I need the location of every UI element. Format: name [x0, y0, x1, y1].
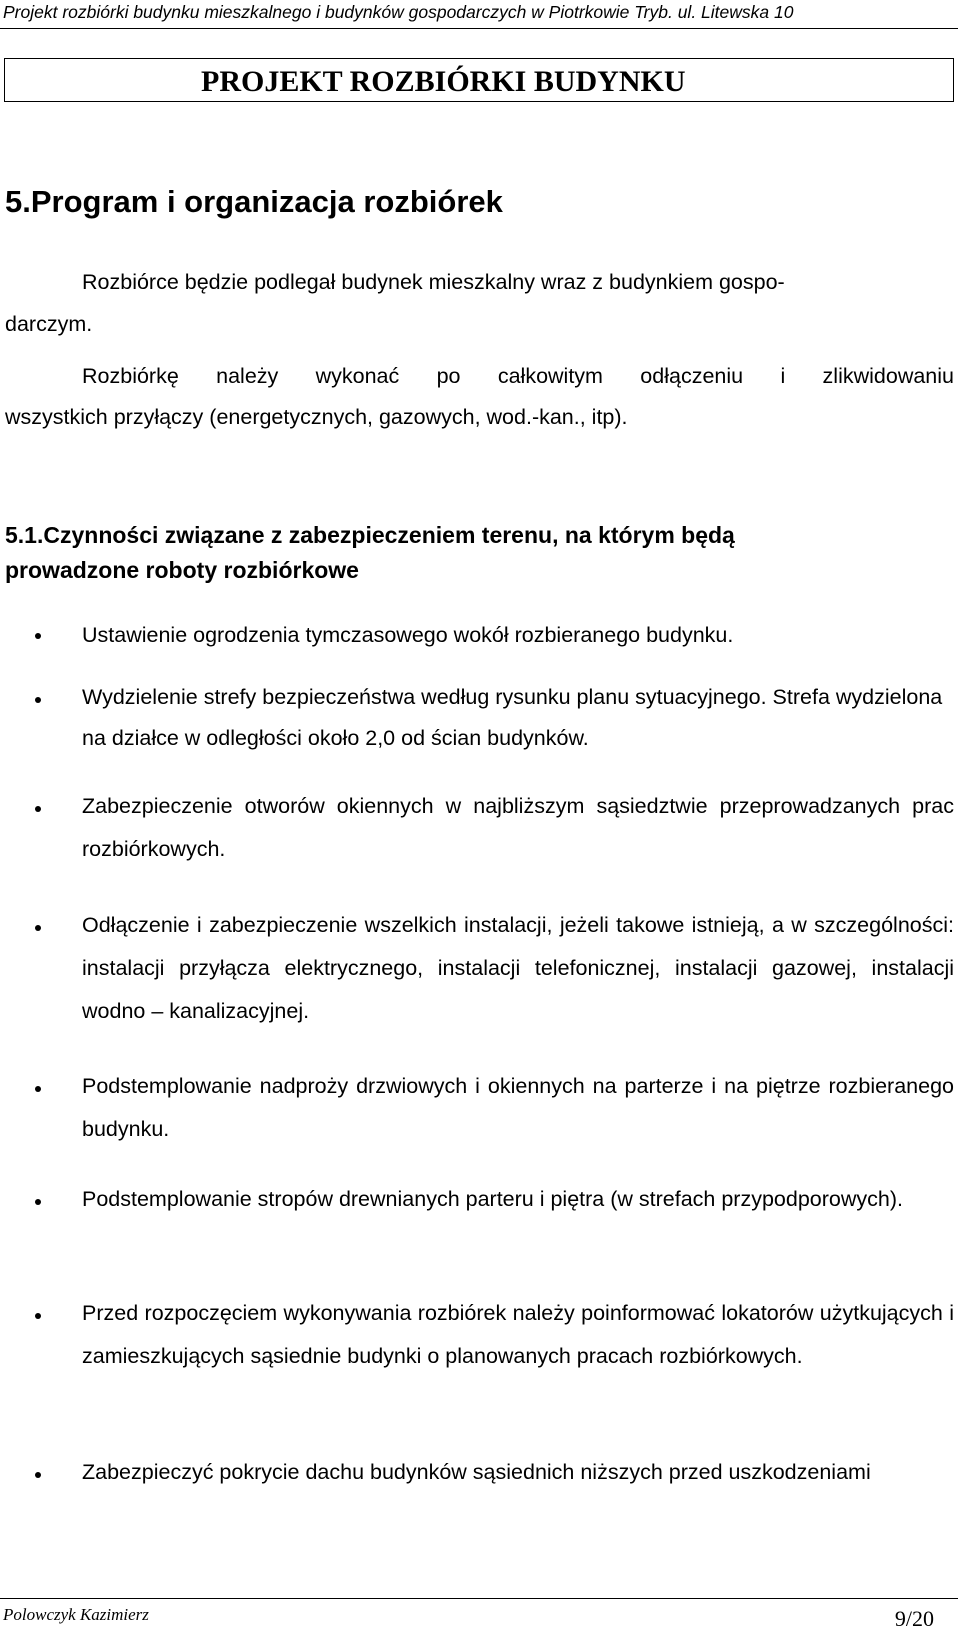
footer-author: Polowczyk Kazimierz	[3, 1605, 149, 1624]
section-5-para1-line1: Rozbiórce będzie podlegał budynek mieszkalny wraz z budynkiem gospo-	[82, 270, 785, 294]
section-5-heading: 5.Program i organizacja rozbiórek	[5, 184, 503, 219]
list-item: Wydzielenie strefy bezpieczeństwa według rysunku planu sytuacyjnego. Strefa wydzielona na działce w odległości około 2,0 od ścian budynków.	[82, 685, 943, 750]
bullet-dot	[35, 806, 41, 812]
list-item: Odłączenie i zabezpieczenie wszelkich instalacji, jeżeli takowe istnieją, a w szczególności: instalacji przyłącza elektrycznego, instalacji telefonicznej, instalacji gazowej, instalacji wodno – kanalizacyjnej.	[82, 913, 954, 1023]
list-item: Zabezpieczyć pokrycie dachu budynków sąsiednich niższych przed uszkodzeniami	[82, 1460, 871, 1484]
list-item: Podstemplowanie stropów drewnianych parteru i piętra (w strefach przypodporowych).	[82, 1187, 903, 1211]
page-header	[0, 0, 958, 26]
header-text: Projekt rozbiórki budynku mieszkalnego i budynków gospodarczych w Piotrkowie Tryb. ul. Litewska 10	[3, 2, 794, 22]
section-5-para2-line1: Rozbiórkę należy wykonać po całkowitym odłączeniu i zlikwidowaniu	[82, 364, 954, 388]
list-item: Przed rozpoczęciem wykonywania rozbiórek należy poinformować lokatorów użytkujących i zamieszkujących sąsiednie budynki o planowanych pracach rozbiórkowych.	[82, 1301, 954, 1368]
header-rule	[0, 28, 958, 29]
document-title: PROJEKT ROZBIÓRKI BUDYNKU	[201, 65, 686, 98]
section-5-para2-line2: wszystkich przyłączy (energetycznych, gazowych, wod.-kan., itp).	[5, 405, 628, 429]
footer-rule	[0, 1598, 958, 1599]
bullet-dot	[35, 1199, 41, 1205]
section-5-1-heading-line2: prowadzone roboty rozbiórkowe	[5, 557, 359, 583]
bullet-dot	[35, 1472, 41, 1478]
bullet-dot	[35, 697, 41, 703]
section-5-para1-line2: darczym.	[5, 312, 93, 336]
bullet-dot	[35, 1313, 41, 1319]
bullet-dot	[35, 925, 41, 931]
bullet-dot	[35, 633, 41, 639]
section-5-1-heading-line1: 5.1.Czynności związane z zabezpieczeniem terenu, na którym będą	[5, 522, 735, 548]
page-number: 9/20	[894, 1606, 934, 1631]
list-item: Ustawienie ogrodzenia tymczasowego wokół rozbieranego budynku.	[82, 623, 734, 647]
bullet-dot	[35, 1086, 41, 1092]
title-box	[4, 58, 954, 102]
list-item: Podstemplowanie nadproży drzwiowych i okiennych na parterze i na piętrze rozbieranego budynku.	[82, 1074, 954, 1141]
list-item: Zabezpieczenie otworów okiennych w najbliższym sąsiedztwie przeprowadzanych prac rozbiórkowych.	[82, 794, 954, 861]
